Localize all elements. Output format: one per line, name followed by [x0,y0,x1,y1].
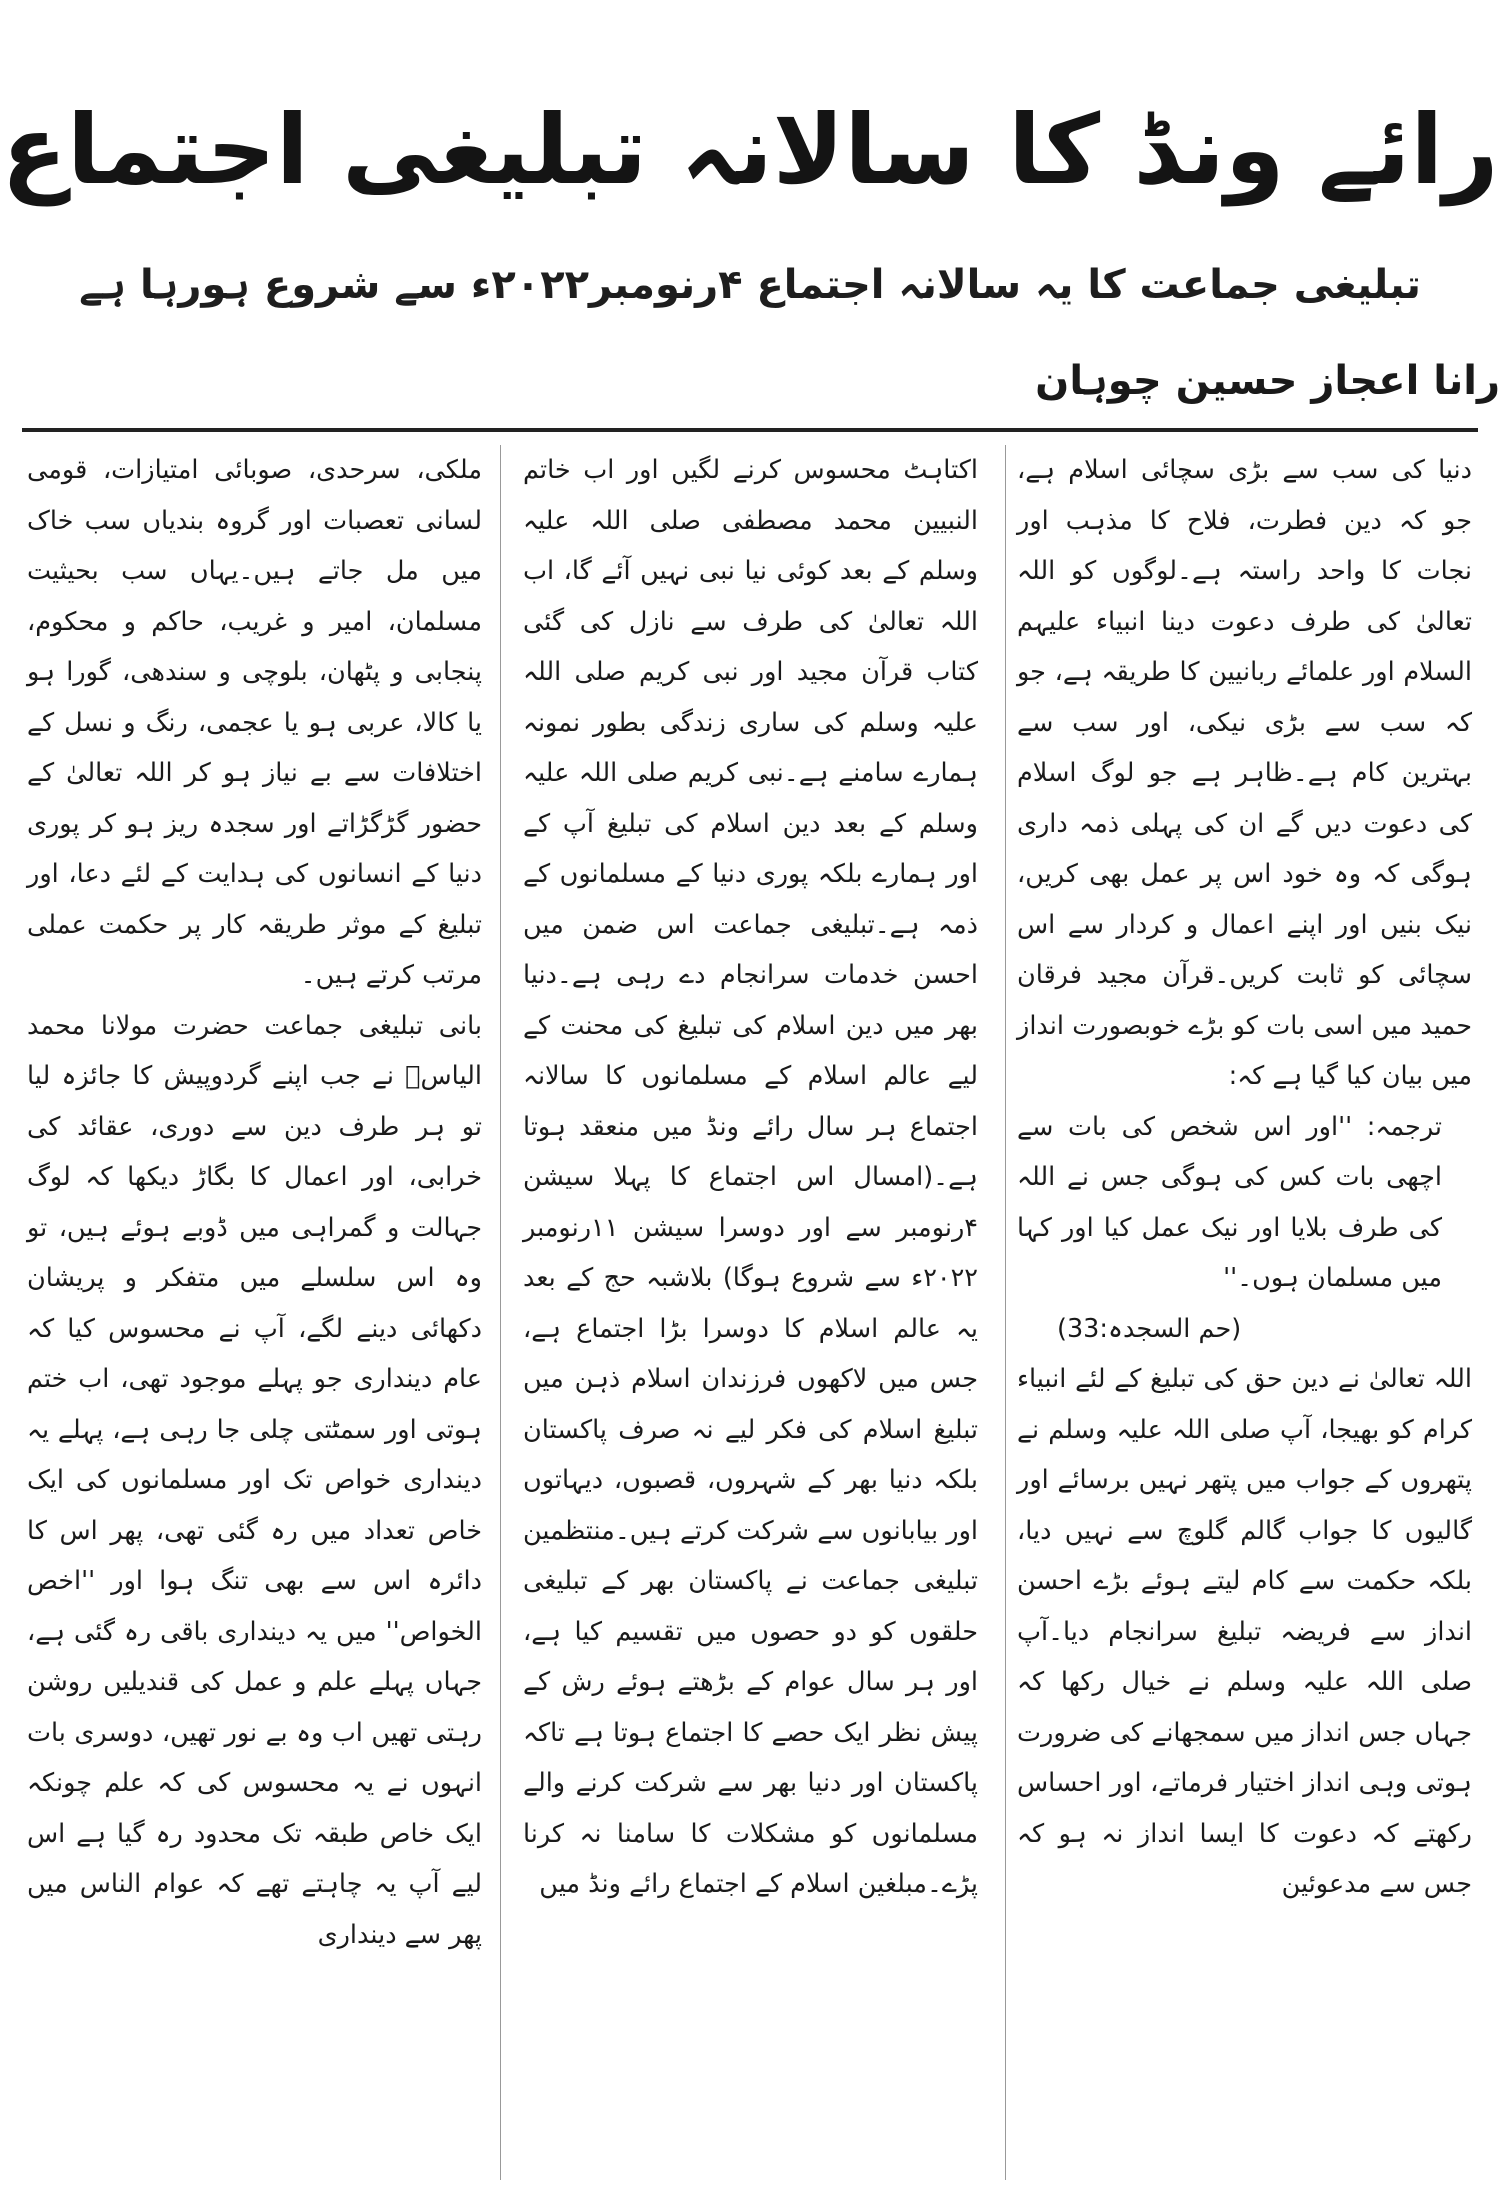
column-divider [1005,445,1006,2180]
paragraph: دنیا کی سب سے بڑی سچائی اسلام ہے، جو کہ دین فطرت، فلاح کا مذہب اور نجات کا واحد راستہ ہے۔لوگوں کو اللہ تعالیٰ کی طرف دعوت دینا انبیاء علیہم السلام اور علمائے ربانیین کا طریقہ ہے، جو کہ سب سے بڑی نیکی، اور سب سے بہترین کام ہے۔ظاہر ہے جو لوگ اسلام کی دعوت دیں گے ان کی پہلی ذمہ داری ہوگی کہ وہ خود اس پر عمل بھی کریں، نیک بنیں اور اپنے اعمال و کردار سے اس سچائی کو ثابت کریں۔قرآن مجید فرقان حمید میں اسی بات کو بڑے خوبصورت انداز میں بیان کیا گیا ہے کہ: [1017,455,1472,1091]
quote-reference: (حم السجدہ:33) [1057,1313,1242,1344]
quran-quote: ترجمہ: ''اور اس شخص کی بات سے اچھی بات کس کی ہوگی جس نے اللہ کی طرف بلایا اور نیک عمل کیا اور کہا میں مسلمان ہوں۔'' [1017,1111,1442,1293]
byline: رانا اعجاز حسین چوہان [1035,358,1500,404]
paragraph: اکتاہٹ محسوس کرنے لگیں اور اب خاتم النبیین محمد مصطفی صلی اللہ علیہ وسلم کے بعد کوئی نیا نبی نہیں آئے گا، اب اللہ تعالیٰ کی طرف سے نازل کی گئی کتاب قرآن مجید اور نبی کریم صلی اللہ علیہ وسلم کی ساری زندگی بطور نمونہ ہمارے سامنے ہے۔نبی کریم صلی اللہ علیہ وسلم کے بعد دین اسلام کی تبلیغ آپ کے اور ہمارے بلکہ پوری دنیا کے مسلمانوں کے ذمہ ہے۔تبلیغی جماعت اس ضمن میں احسن خدمات سرانجام دے رہی ہے۔دنیا بھر میں دین اسلام کی تبلیغ کی محنت کے لیے عالم اسلام کے مسلمانوں کا سالانہ اجتماع ہر سال رائے ونڈ میں منعقد ہوتا ہے۔(امسال اس اجتماع کا پہلا سیشن ۴رنومبر سے اور دوسرا سیشن ۱۱رنومبر ۲۰۲۲ء سے شروع ہوگا) بلاشبہ حج کے بعد یہ عالم اسلام کا دوسرا بڑا اجتماع ہے، جس میں لاکھوں فرزندان اسلام ذہن میں تبلیغ اسلام کی فکر لیے نہ صرف پاکستان بلکہ دنیا بھر کے شہروں، قصبوں، دیہاتوں اور بیابانوں سے شرکت کرتے ہیں۔منتظمین تبلیغی جماعت نے پاکستان بھر کے تبلیغی حلقوں کو دو حصوں میں تقسیم کیا ہے، اور ہر سال عوام کے بڑھتے ہوئے رش کے پیش نظر ایک حصے کا اجتماع ہوتا ہے تاکہ پاکستان اور دنیا بھر سے شرکت کرنے والے مسلمانوں کو مشکلات کا سامنا نہ کرنا پڑے۔مبلغین اسلام کے اجتماع رائے ونڈ میں [523,455,978,1899]
article-column-1 [1017,445,1472,1910]
headline: رائے ونڈ کا سالانہ تبلیغی اجتماع [1,94,1499,206]
paragraph: ملکی، سرحدی، صوبائی امتیازات، قومی لسانی تعصبات اور گروہ بندیاں سب خاک میں مل جاتے ہیں۔یہاں سب بحیثیت مسلمان، امیر و غریب، حاکم و محکوم، پنجابی و پٹھان، بلوچی و سندھی، گورا ہو یا کالا، عربی ہو یا عجمی، رنگ و نسل کے اختلافات سے بے نیاز ہو کر اللہ تعالیٰ کے حضور گڑگڑاتے اور سجدہ ریز ہو کر پوری دنیا کے انسانوں کی ہدایت کے لئے دعا، اور تبلیغ کے موثر طریقہ کار پر حکمت عملی مرتب کرتے ہیں۔ [27,455,482,990]
paragraph: بانی تبلیغی جماعت حضرت مولانا محمد الیاسؒ نے جب اپنے گردوپیش کا جائزہ لیا تو ہر طرف دین سے دوری، عقائد کی خرابی، اور اعمال کا بگاڑ دیکھا کہ لوگ جہالت و گمراہی میں ڈوبے ہوئے ہیں، تو وہ اس سلسلے میں متفکر و پریشان دکھائی دینے لگے، آپ نے محسوس کیا کہ عام دینداری جو پہلے موجود تھی، اب ختم ہوتی اور سمٹتی چلی جا رہی ہے، پہلے یہ دینداری خواص تک اور مسلمانوں کی ایک خاص تعداد میں رہ گئی تھی، پھر اس کا دائرہ اس سے بھی تنگ ہوا اور ''اخص الخواص'' میں یہ دینداری باقی رہ گئی ہے، جہاں پہلے علم و عمل کی قندیلیں روشن رہتی تھیں اب وہ بے نور تھیں، دوسری بات انہوں نے یہ محسوس کی کہ علم چونکہ ایک خاص طبقہ تک محدود رہ گیا ہے اس لیے آپ یہ چاہتے تھے کہ عوام الناس میں پھر سے دینداری [27,1010,482,1950]
header-divider [22,428,1478,432]
column-divider [500,445,501,2180]
article-column-2 [523,445,978,1910]
subheadline: تبلیغی جماعت کا یہ سالانہ اجتماع ۴رنومبر۲۰۲۲ء سے شروع ہورہا ہے [79,262,1421,308]
article-column-3 [27,445,482,1960]
paragraph: اللہ تعالیٰ نے دین حق کی تبلیغ کے لئے انبیاء کرام کو بھیجا، آپ صلی اللہ علیہ وسلم نے پتھروں کے جواب میں پتھر نہیں برسائے اور گالیوں کا جواب گالم گلوچ سے نہیں دیا، بلکہ حکمت سے کام لیتے ہوئے بڑے احسن انداز سے فریضہ تبلیغ سرانجام دیا۔آپ صلی اللہ علیہ وسلم نے خیال رکھا کہ جہاں جس انداز میں سمجھانے کی ضرورت ہوتی وہی انداز اختیار فرماتے، اور احساس رکھتے کہ دعوت کا ایسا انداز نہ ہو کہ جس سے مدعوئین [1017,1364,1472,1899]
